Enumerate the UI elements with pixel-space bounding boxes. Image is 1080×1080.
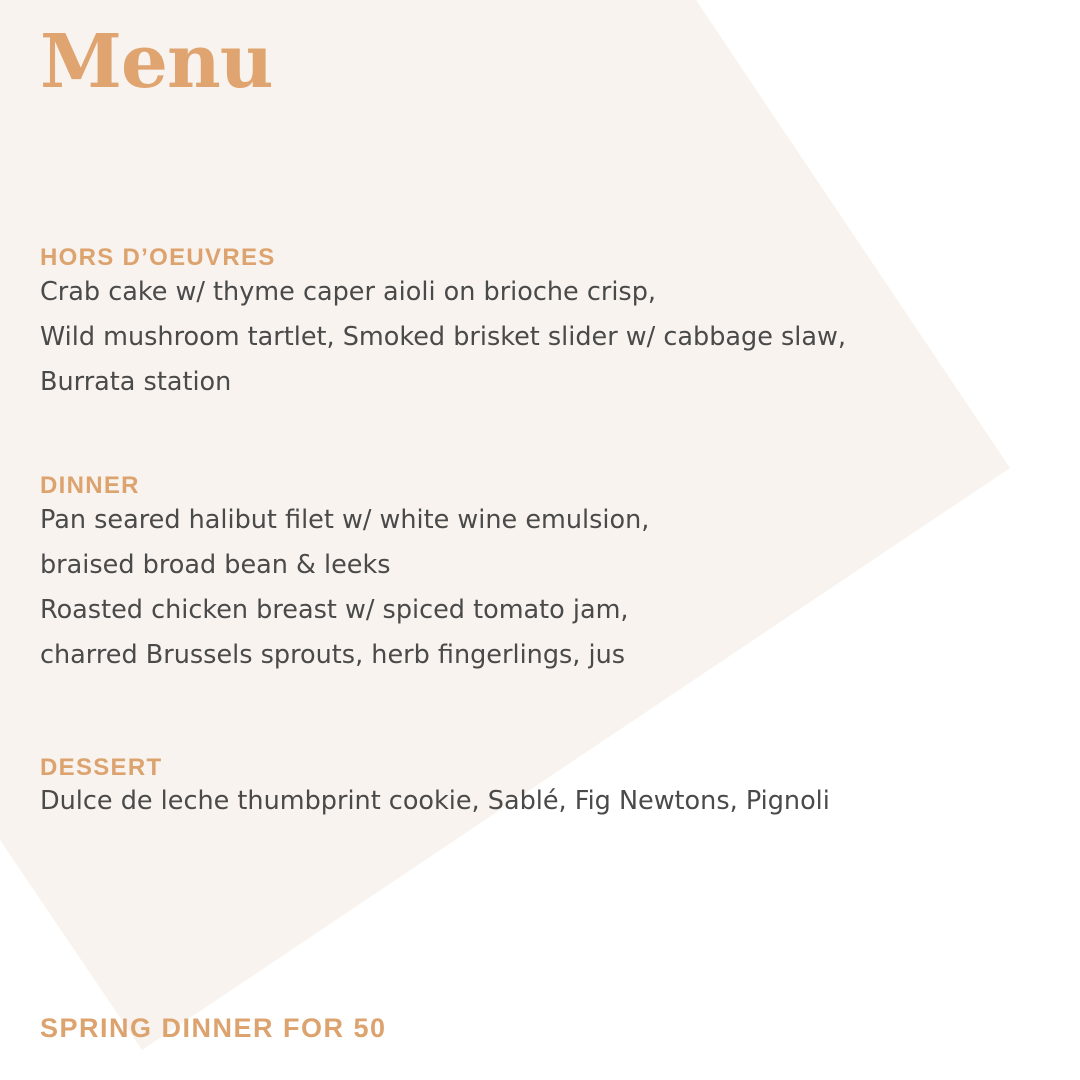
menu-item-line: Burrata station [40,367,232,397]
menu-item-line: Crab cake w/ thyme caper aioli on brioche crisp, [40,277,657,307]
menu-item-line: Roasted chicken breast w/ spiced tomato jam, [40,595,629,625]
menu-item-line: braised broad bean & leeks [40,550,391,580]
section-heading-hors-doeuvres: HORS D’OEUVRES [40,244,276,271]
section-heading-dessert: DESSERT [40,754,163,781]
menu-item-line: Wild mushroom tartlet, Smoked brisket slider w/ cabbage slaw, [40,322,846,352]
menu-item-line: Pan seared halibut filet w/ white wine emulsion, [40,505,650,535]
menu-item-line: Dulce de leche thumbprint cookie, Sablé, Fig Newtons, Pignoli [40,786,830,816]
section-dessert [40,753,830,824]
menu-title: Menu [40,19,273,105]
hors-doeuvres-items [40,270,846,405]
section-dinner [40,471,649,678]
dinner-items [40,498,649,678]
event-footer: SPRING DINNER FOR 50 [40,1013,387,1043]
menu-item-line: charred Brussels sprouts, herb fingerlings, jus [40,640,626,670]
dessert-items [40,779,830,824]
section-hors-doeuvres [40,243,846,405]
section-heading-dinner: DINNER [40,472,140,499]
